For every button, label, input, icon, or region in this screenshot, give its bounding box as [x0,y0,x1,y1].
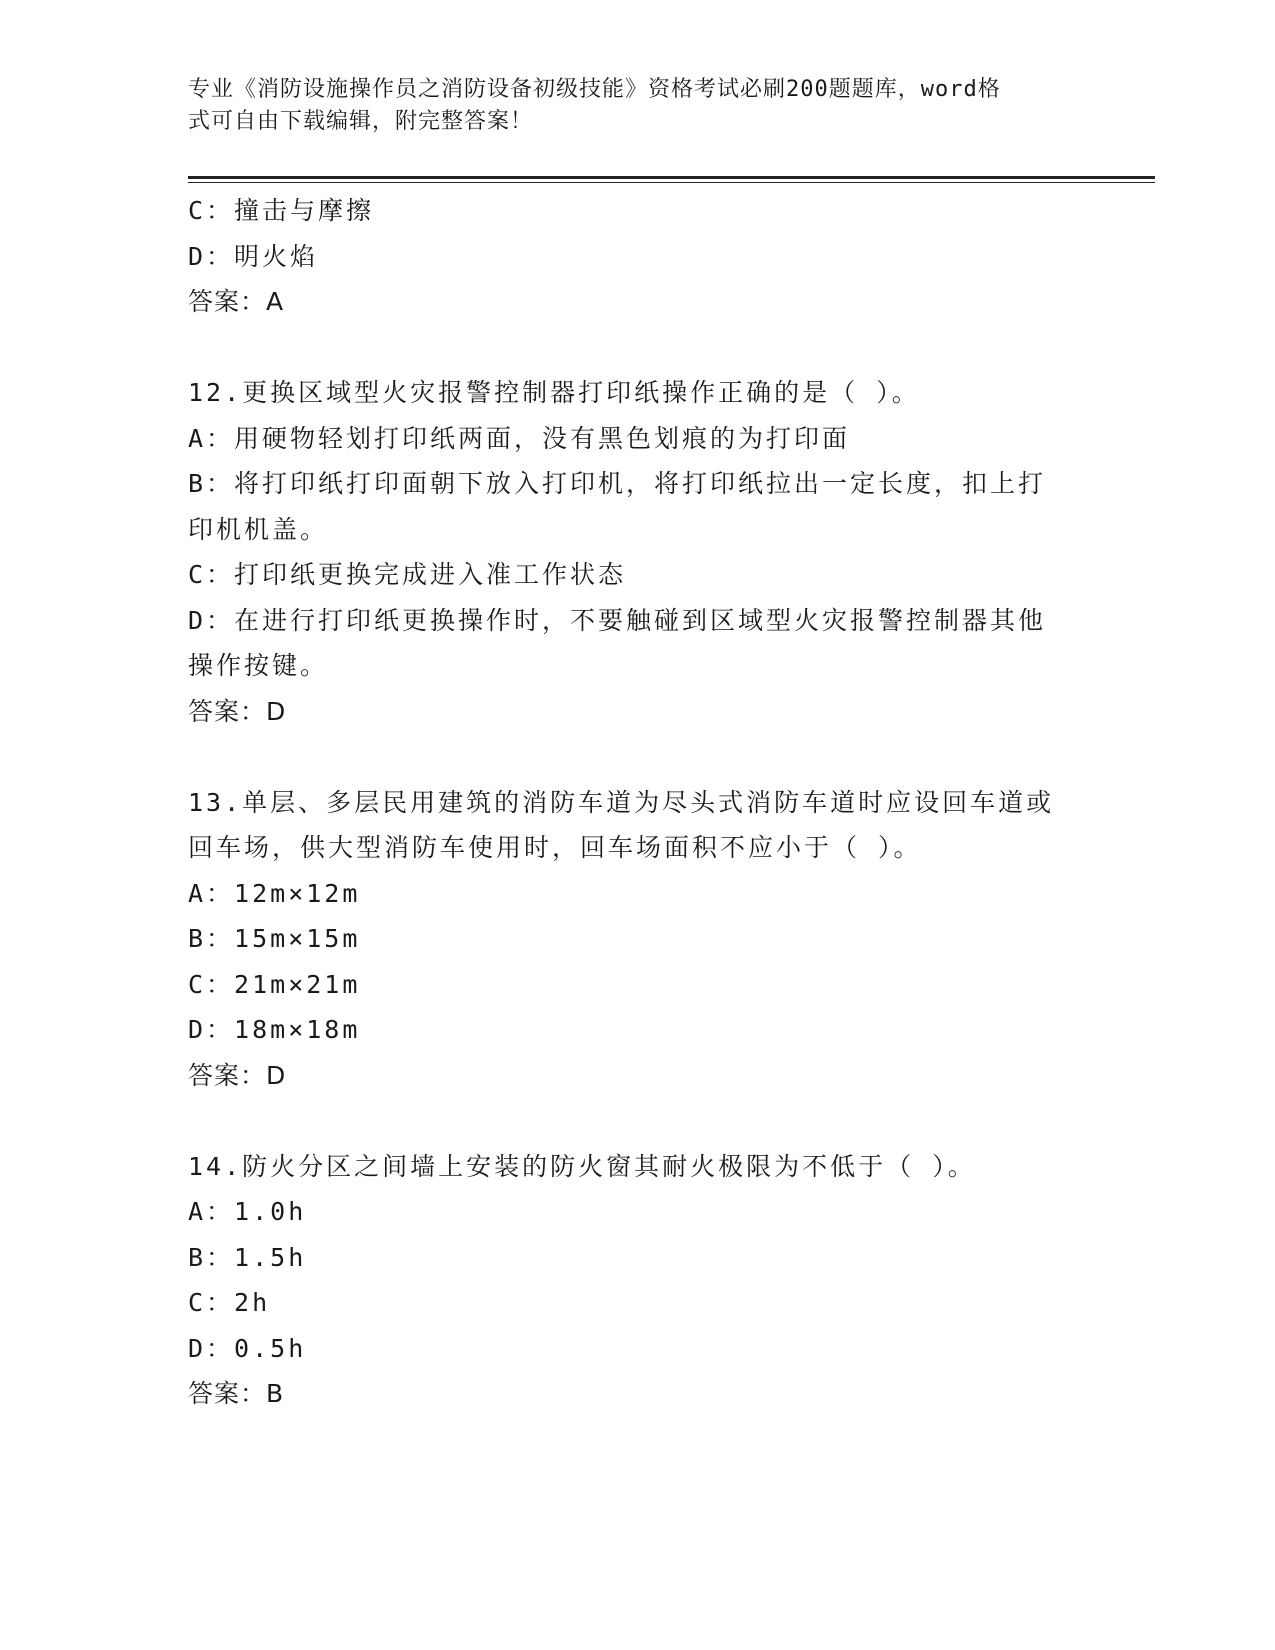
spacer [188,325,1088,371]
spacer [188,1098,1088,1144]
option-b: B：1.5h [188,1242,307,1272]
spacer [188,734,1088,780]
header-divider-thick [188,176,1155,179]
option-a: A：12m×12m [188,878,361,908]
question-content [188,188,1088,1417]
option-d: D：0.5h [188,1333,307,1363]
question-14 [188,1144,1088,1417]
question-stem-continued: 回车场，供大型消防车使用时，回车场面积不应小于（ ）。 [188,833,922,862]
option-d: D：在进行打印纸更换操作时，不要触碰到区域型火灾报警控制器其他 [188,605,1047,635]
option-c: C：打印纸更换完成进入准工作状态 [188,560,627,589]
option-d-continued: 操作按键。 [188,651,329,680]
option-c: C：2h [188,1288,271,1317]
header-divider-thin [188,182,1155,183]
document-header [188,74,1088,138]
question-stem: 13.单层、多层民用建筑的消防车道为尽头式消防车道时应设回车道或 [188,787,1055,817]
option-b: B：将打印纸打印面朝下放入打印机，将打印纸拉出一定长度，扣上打 [188,469,1047,498]
question-12 [188,370,1088,734]
question-stem: 14.防火分区之间墙上安装的防火窗其耐火极限为不低于（ ）。 [188,1151,976,1181]
question-13 [188,780,1088,1099]
header-line-1: 专业《消防设施操作员之消防设备初级技能》资格考试必刷200题题库，word格 [188,77,1001,102]
answer-line: 答案：B [188,1379,285,1408]
option-b: B：15m×15m [188,924,361,953]
option-d: D：18m×18m [188,1015,361,1044]
option-a: A：1.0h [188,1197,307,1226]
option-c: C：21m×21m [188,969,361,999]
answer-line: 答案：D [188,1060,287,1090]
option-a: A：用硬物轻划打印纸两面，没有黑色划痕的为打印面 [188,423,851,453]
answer-line: 答案：A [188,287,285,316]
option-b-continued: 印机机盖。 [188,514,329,544]
header-line-2: 式可自由下载编辑，附完整答案！ [188,109,534,134]
answer-line: 答案：D [188,696,287,726]
option-c: C：撞击与摩擦 [188,196,375,225]
question-stem: 12.更换区域型火灾报警控制器打印纸操作正确的是（ ）。 [188,378,920,407]
option-d: D：明火焰 [188,241,319,271]
question-11-continued [188,188,1088,325]
